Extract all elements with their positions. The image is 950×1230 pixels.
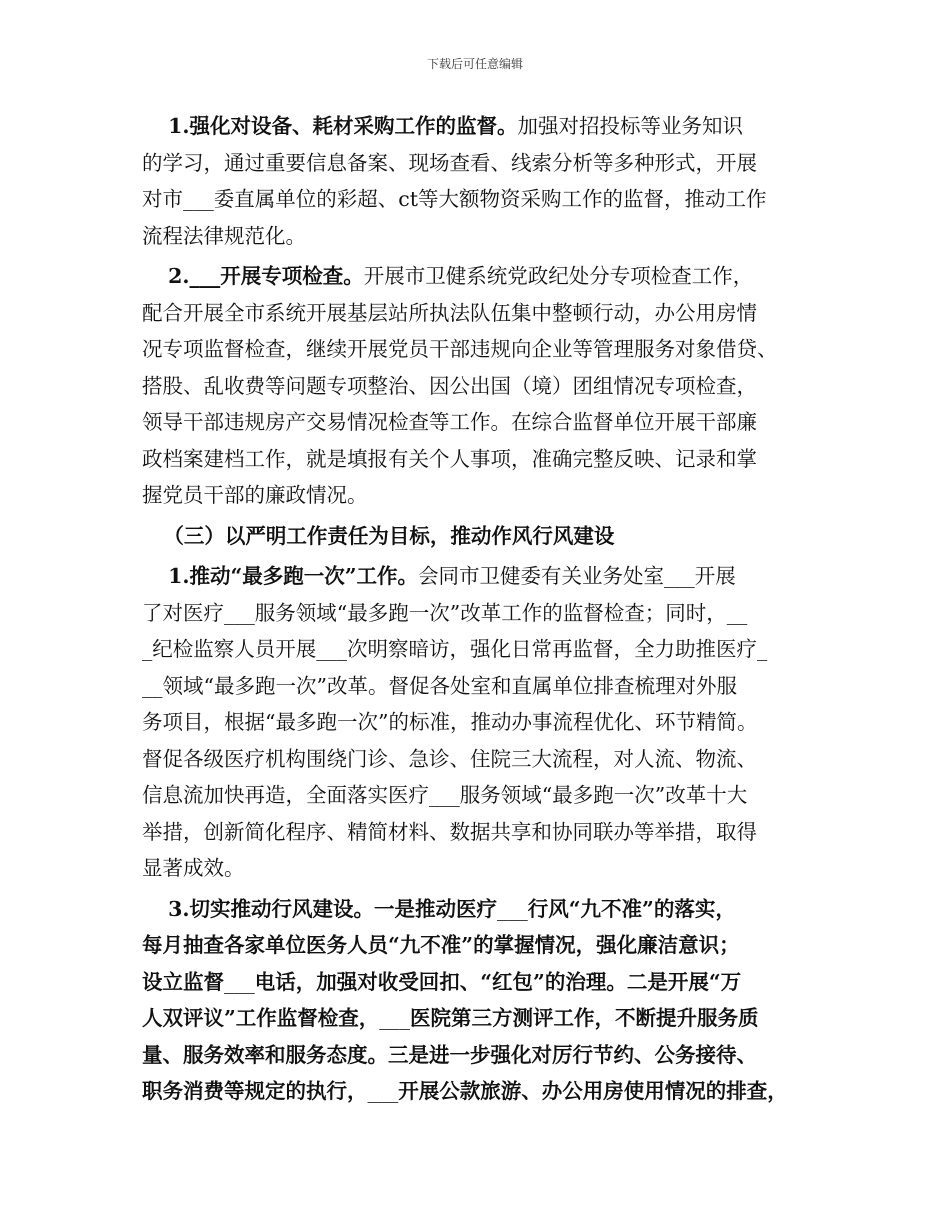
text-line	[142, 777, 822, 814]
text-line	[142, 631, 822, 668]
bold-text: 行风“九不准”的落实，	[527, 896, 736, 921]
text-line	[142, 368, 822, 405]
document-body	[142, 108, 822, 1114]
text-line	[142, 404, 822, 441]
text-segment: 对市___委直属单位的彩超、ct等大额物资采购工作的监督，推动工作	[142, 187, 767, 211]
text-line	[142, 704, 822, 741]
paragraph	[142, 558, 822, 887]
text-segment: __领域“最多跑一次”改革。督促各处室和直属单位排查梳理对外服	[142, 673, 737, 698]
paragraph	[142, 108, 822, 254]
bold-text: 开展公款旅游、办公用房使用情况的排查，	[398, 1079, 788, 1103]
text-line	[142, 181, 822, 218]
text-line	[142, 558, 822, 595]
text-segment: 开展市卫健系统党政纪处分专项检查工作，	[363, 264, 754, 288]
bold-text: （三）以严明工作责任为目标，推动作风行风建设	[142, 523, 615, 548]
text-segment	[142, 564, 168, 588]
bold-text: 量、服务效率和服务态度。三是进一步强化对厉行节约、公务接待、	[142, 1042, 757, 1067]
text-segment: 举措，创新简化程序、精简材料、数据共享和协同联办等举措，取得	[142, 819, 757, 844]
bold-text: 2.___开展专项检查。	[168, 264, 364, 288]
text-segment: _纪检监察人员开展___次明察暗访，强化日常再监督，全力助推医疗_	[142, 637, 768, 661]
text-segment: 信息流加快再造，全面落实医疗___服务领域“最多跑一次”改革十大	[142, 783, 748, 807]
text-segment: 督促各级医疗机构围绕门诊、急诊、住院三大流程，对人流、物流、	[142, 746, 757, 771]
text-line	[142, 331, 822, 368]
text-line	[142, 595, 822, 632]
text-line	[142, 477, 822, 514]
text-line	[142, 108, 822, 145]
text-line	[142, 668, 822, 705]
text-segment: ___	[367, 1079, 399, 1103]
text-line	[142, 145, 822, 182]
bold-text: 1.强化对设备、耗材采购工作的监督。	[168, 114, 518, 138]
page-header: 下载后可任意编辑	[426, 57, 523, 71]
text-segment: ___	[496, 896, 528, 921]
text-segment: 握党员干部的廉政情况。	[142, 483, 368, 507]
text-line	[142, 814, 822, 851]
text-segment: 配合开展全市系统开展基层站所执法队伍集中整顿行动，办公用房情	[142, 300, 757, 325]
text-line	[142, 850, 822, 887]
text-segment: 的学习，通过重要信息备案、现场查看、线索分析等多种形式，开展	[142, 150, 757, 175]
bold-text: 人双评议”工作监督检查，	[142, 1006, 380, 1030]
text-line	[142, 258, 822, 295]
text-segment: 会同市卫健委有关业务处室___开展	[418, 564, 736, 588]
text-segment	[142, 264, 168, 288]
text-segment: 搭股、乱收费等问题专项整治、因公出国（境）团组情况专项检查，	[142, 373, 757, 398]
bold-text: 一是推动医疗	[373, 896, 497, 921]
text-line	[142, 1037, 822, 1074]
text-segment: ___	[224, 969, 255, 994]
text-segment: 了对医疗___服务领域“最多跑一次”改革工作的监督检查；同时，__	[142, 600, 748, 625]
bold-text: 设立监督	[142, 969, 224, 994]
text-segment: ___	[379, 1006, 411, 1030]
bold-text: 1.推动“最多跑一次”工作。	[168, 564, 419, 588]
paragraph-gap	[142, 1110, 822, 1114]
text-line	[142, 741, 822, 778]
text-line	[142, 218, 822, 255]
text-line	[142, 295, 822, 332]
paragraph	[142, 518, 822, 555]
text-segment: 显著成效。	[142, 856, 245, 880]
text-line	[142, 964, 822, 1001]
text-segment	[142, 897, 168, 921]
text-segment: 务项目，根据“最多跑一次”的标准，推动办事流程优化、环节精简。	[142, 710, 758, 734]
text-segment: 况专项监督检查，继续开展党员干部违规向企业等管理服务对象借贷、	[142, 337, 778, 361]
text-segment: 加强对招投标等业务知识	[517, 114, 743, 138]
bold-text: 职务消费等规定的执行，	[142, 1079, 368, 1103]
text-segment: 流程法律规范化。	[142, 223, 306, 248]
text-line	[142, 518, 822, 555]
text-line	[142, 441, 822, 478]
text-line	[142, 1073, 822, 1110]
bold-text: 电话，加强对收受回扣、“红包”的治理。二是开展“万	[254, 969, 742, 994]
bold-text: 每月抽查各家单位医务人员“九不准”的掌握情况，强化廉洁意识；	[142, 933, 740, 957]
paragraph	[142, 891, 822, 1110]
text-segment: 领导干部违规房产交易情况检查等工作。在综合监督单位开展干部廉	[142, 410, 757, 434]
text-segment: 政档案建档工作，就是填报有关个人事项，准确完整反映、记录和掌	[142, 446, 757, 471]
text-segment	[142, 114, 168, 138]
text-line	[142, 1000, 822, 1037]
bold-text: 3.切实推动行风建设。	[168, 896, 374, 921]
bold-text: 医院第三方测评工作，不断提升服务质	[410, 1006, 759, 1030]
paragraph	[142, 258, 822, 514]
text-line	[142, 891, 822, 928]
text-line	[142, 927, 822, 964]
